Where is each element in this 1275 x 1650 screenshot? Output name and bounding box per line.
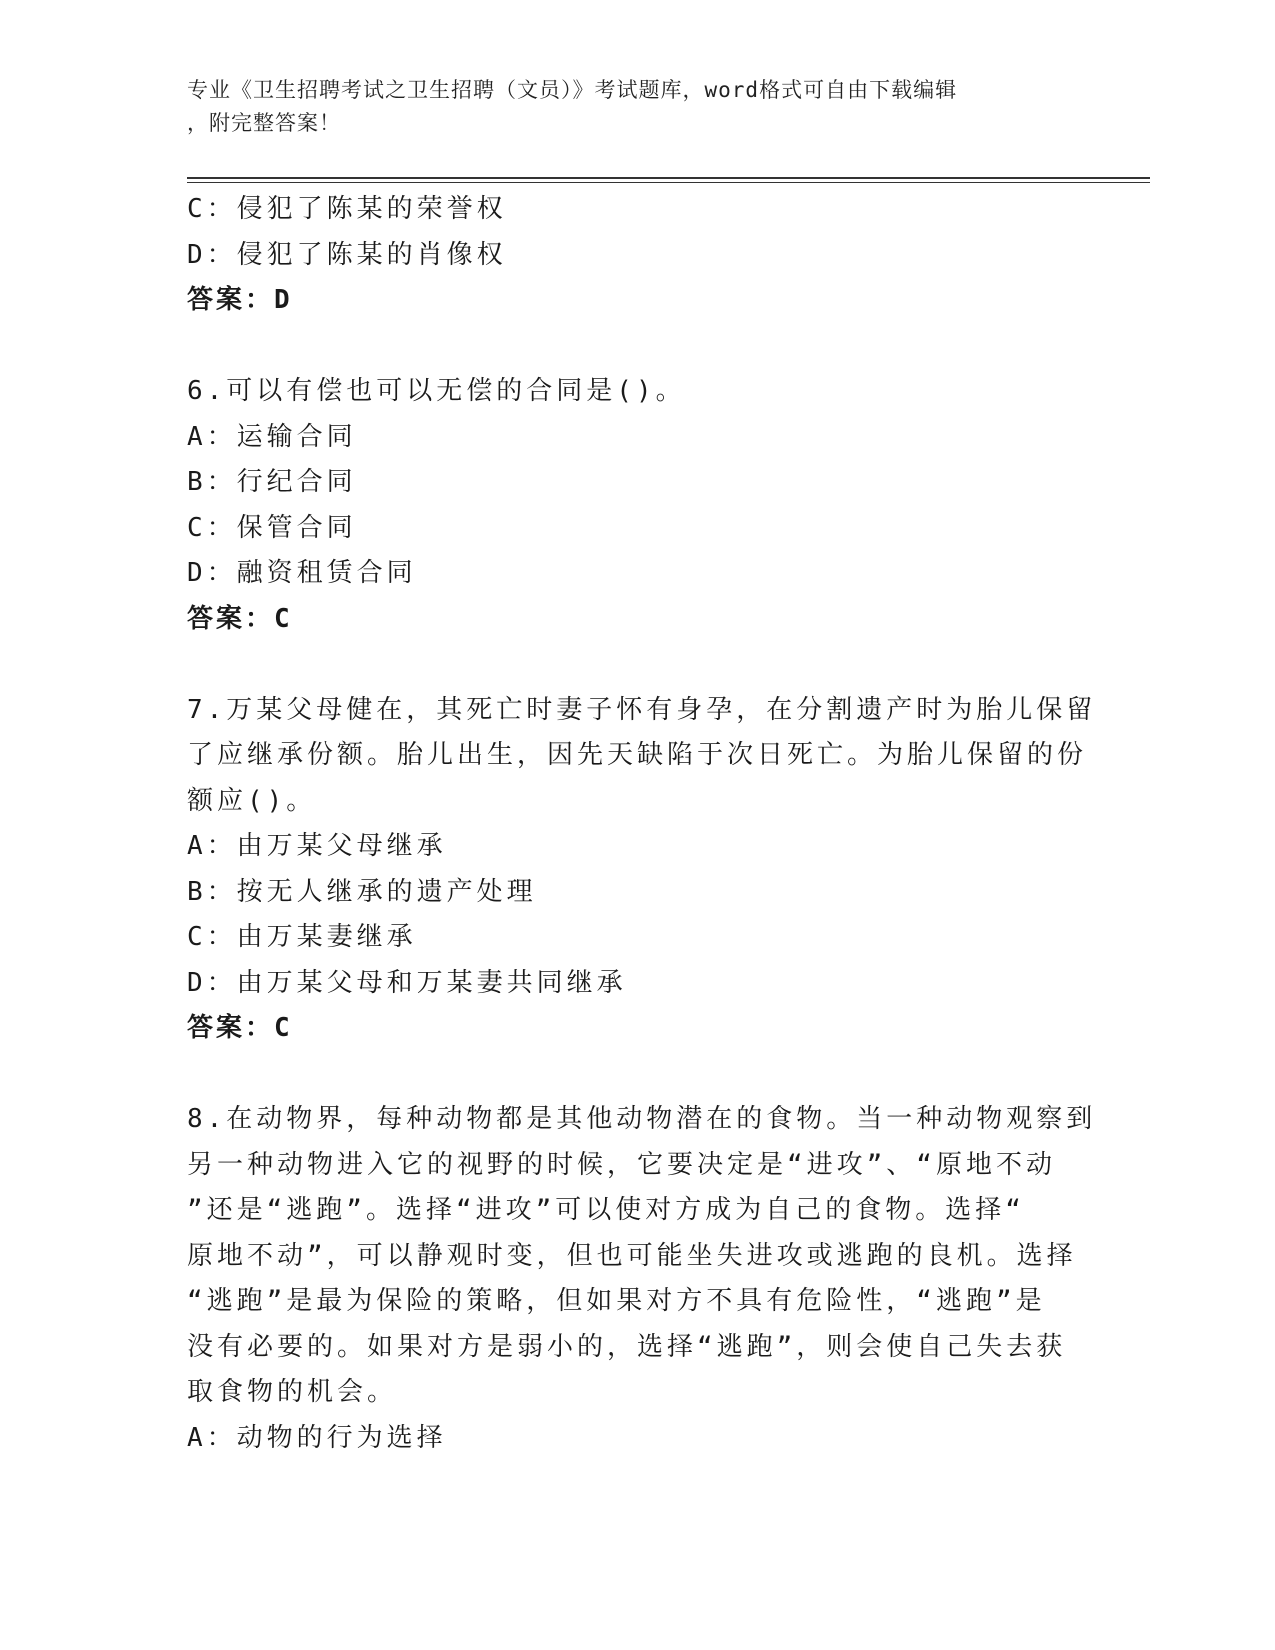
option-a: A：动物的行为选择: [187, 1422, 447, 1453]
question-stem-line: 原地不动”，可以静观时变，但也可能坐失进攻或逃跑的良机。选择: [187, 1240, 1077, 1271]
question-stem-line: 没有必要的。如果对方是弱小的，选择“逃跑”，则会使自己失去获: [187, 1331, 1067, 1362]
page-header: [187, 74, 1067, 140]
header-rule-thin: [187, 182, 1150, 183]
question-stem-line: 了应继承份额。胎儿出生，因先天缺陷于次日死亡。为胎儿保留的份: [187, 740, 1088, 770]
document-body: [187, 187, 1097, 1461]
question-6: [187, 369, 1067, 642]
question-stem: 6.可以有偿也可以无偿的合同是()。: [187, 376, 686, 406]
question-7: [187, 688, 1097, 1052]
option-d: D：侵犯了陈某的肖像权: [187, 239, 507, 270]
spacer: [187, 1052, 1067, 1098]
question-stem-line: 7.万某父母健在，其死亡时妻子怀有身孕，在分割遗产时为胎儿保留: [187, 694, 1097, 725]
question-stem-line: 取食物的机会。: [187, 1377, 398, 1407]
option-c: C：侵犯了陈某的荣誉权: [187, 194, 507, 224]
header-line-1: 专业《卫生招聘考试之卫生招聘（文员）》考试题库，word格式可自由下载编辑: [187, 78, 958, 102]
option-d: D：由万某父母和万某妻共同继承: [187, 967, 627, 998]
header-rule-thick: [187, 177, 1150, 179]
option-b: B：按无人继承的遗产处理: [187, 876, 537, 907]
question-stem-line: ”还是“逃跑”。选择“进攻”可以使对方成为自己的食物。选择“: [187, 1195, 1025, 1225]
option-c: C：由万某妻继承: [187, 922, 417, 952]
question-8: [187, 1097, 1097, 1461]
option-a: A：运输合同: [187, 421, 357, 452]
answer: 答案：C: [187, 1013, 293, 1043]
option-c: C：保管合同: [187, 512, 357, 543]
question-stem-line: 另一种动物进入它的视野的时候，它要决定是“进攻”、“原地不动: [187, 1149, 1056, 1180]
option-b: B：行纪合同: [187, 467, 357, 497]
spacer: [187, 324, 1067, 370]
answer: 答案：D: [187, 285, 293, 315]
header-line-2: ，附完整答案！: [187, 111, 341, 135]
question-5-continued: [187, 187, 1067, 324]
option-d: D：融资租赁合同: [187, 558, 417, 588]
answer: 答案：C: [187, 603, 293, 634]
question-stem-line: 额应()。: [187, 785, 317, 816]
option-a: A：由万某父母继承: [187, 831, 447, 861]
question-stem-line: “逃跑”是最为保险的策略，但如果对方不具有危险性，“逃跑”是: [187, 1286, 1046, 1316]
spacer: [187, 642, 1067, 688]
question-stem-line: 8.在动物界，每种动物都是其他动物潜在的食物。当一种动物观察到: [187, 1104, 1097, 1134]
